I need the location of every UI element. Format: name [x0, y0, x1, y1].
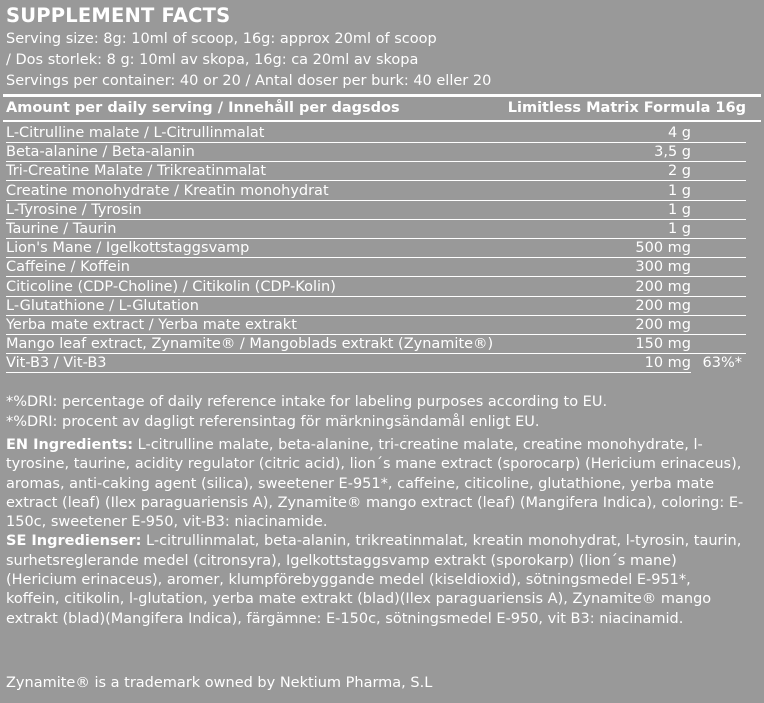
fact-amount: 1 g [667, 182, 691, 199]
fact-underline-tail [691, 238, 746, 239]
fact-leader-line [130, 276, 635, 277]
fact-underline-tail [691, 315, 746, 316]
dri-note-se: *%DRI: procent av dagligt referensintag för märkningsändamål enligt EU. [6, 414, 540, 430]
fact-row [6, 298, 746, 317]
fact-amount: 150 mg [635, 336, 691, 353]
fact-leader-line [116, 238, 668, 239]
fact-leader-line [107, 372, 645, 373]
fact-leader-line [336, 296, 636, 297]
fact-amount: 2 g [667, 163, 691, 180]
fact-amount: 500 mg [635, 240, 691, 257]
fact-row [6, 144, 746, 163]
fact-underline-tail [691, 276, 746, 277]
fact-name: Citicoline (CDP-Choline) / Citikolin (CDP-Kolin) [6, 278, 336, 295]
fact-row [6, 355, 746, 374]
fact-row [6, 317, 746, 336]
facts-table [6, 125, 746, 374]
ingredients-section [6, 436, 746, 629]
ingredients-en-label: EN Ingredients: [6, 437, 134, 453]
fact-underline-tail [691, 180, 746, 181]
fact-row [6, 202, 746, 221]
serving-size-line: Serving size: 8g: 10ml of scoop, 16g: approx 20ml of scoop [6, 31, 437, 47]
header-top-rule [3, 94, 761, 97]
fact-name: Tri-Creatine Malate / Trikreatinmalat [6, 163, 267, 180]
fact-amount: 1 g [667, 201, 691, 218]
fact-name: Vit-B3 / Vit-B3 [6, 355, 107, 372]
fact-name: Mango leaf extract, Zynamite® / Mangoblads extrakt (Zynamite®) [6, 336, 494, 353]
table-header [6, 98, 746, 118]
page-title: SUPPLEMENT FACTS [6, 4, 231, 27]
fact-amount: 3,5 g [654, 144, 691, 161]
fact-row [6, 221, 746, 240]
fact-name: Creatine monohydrate / Kreatin monohydrat [6, 182, 329, 199]
dri-notes [6, 392, 607, 432]
fact-name: Taurine / Taurin [6, 220, 117, 237]
fact-amount: 10 mg [644, 355, 691, 372]
ingredients-en [6, 436, 746, 532]
fact-row [6, 279, 746, 298]
fact-amount: 4 g [667, 125, 691, 141]
fact-row [6, 336, 746, 355]
fact-amount: 1 g [667, 220, 691, 237]
fact-underline-tail [691, 200, 746, 201]
fact-name: Caffeine / Koffein [6, 259, 130, 276]
fact-row [6, 259, 746, 278]
ingredients-se-text: L-citrullinmalat, beta-alanin, trikreatinmalat, kreatin monohydrat, l-tyrosin, taurin, surhetsreglerande medel (citronsyra), Igelkottstaggsvamp extrakt (sporokarp) (lion´s mane) (Hericium erinaceus), aromer, klumpförebyggande medel (kiseldioxid), sötningsmedel E-951*, koffein, citikolin, l-glutation, yerba mate extrakt (blad)(Ilex paraguariensis A), Zynamite® mango extrakt (blad)(Mangifera Indica), färgämne: E-150c, sötningsmedel E-950, vit B3: niacinamid. [6, 533, 742, 627]
fact-name: L-Tyrosine / Tyrosin [6, 201, 142, 218]
amount-header: Amount per daily serving / Innehåll per dagsdos [6, 100, 400, 116]
fact-row [6, 183, 746, 202]
fact-row [6, 240, 746, 259]
ingredients-se-label: SE Ingredienser: [6, 533, 142, 550]
fact-underline-tail [691, 334, 746, 335]
trademark-note: Zynamite® is a trademark owned by Nektium Pharma, S.L [6, 675, 433, 691]
fact-underline-tail [691, 161, 746, 162]
serving-size-line-se: / Dos storlek: 8 g: 10ml av skopa, 16g: ca 20ml av skopa [6, 52, 419, 68]
fact-underline-tail [691, 296, 746, 297]
fact-row [6, 163, 746, 182]
fact-amount: 300 mg [635, 259, 691, 276]
formula-header: Limitless Matrix Formula 16g [507, 100, 746, 116]
fact-leader-line [199, 315, 635, 316]
serving-info [6, 29, 491, 92]
fact-leader-line [195, 161, 654, 162]
fact-leader-line [493, 353, 635, 354]
fact-name: Lion's Mane / Igelkottstaggsvamp [6, 240, 250, 257]
fact-name: Beta-alanine / Beta-alanin [6, 144, 195, 161]
fact-leader-line [297, 334, 635, 335]
fact-dri: 63%* [702, 355, 742, 372]
fact-amount: 200 mg [635, 278, 691, 295]
fact-underline-tail [691, 353, 746, 354]
fact-leader-line [264, 142, 668, 143]
fact-name: Yerba mate extract / Yerba mate extrakt [6, 316, 297, 333]
fact-leader-line [329, 200, 668, 201]
header-bottom-rule [3, 120, 761, 122]
fact-name: L-Glutathione / L-Glutation [6, 297, 199, 314]
fact-amount: 200 mg [635, 316, 691, 333]
fact-name: L-Citrulline malate / L-Citrullinmalat [6, 125, 265, 141]
dri-note-en: *%DRI: percentage of daily reference intake for labeling purposes according to EU. [6, 394, 608, 410]
fact-row [6, 125, 746, 144]
fact-underline-tail [691, 142, 746, 143]
fact-leader-line [142, 219, 668, 220]
fact-leader-line [266, 180, 668, 181]
fact-leader-line [249, 257, 635, 258]
fact-underline-tail [691, 219, 746, 220]
servings-per-container: Servings per container: 40 or 20 / Antal doser per burk: 40 eller 20 [6, 73, 492, 89]
ingredients-se [6, 532, 746, 628]
fact-amount: 200 mg [635, 297, 691, 314]
fact-underline-tail [691, 257, 746, 258]
ingredients-en-text: L-citrulline malate, beta-alanine, tri-creatine malate, creatine monohydrate, l-tyrosine, taurine, acidity regulator (citric acid), lion´s mane extract (sporocarp) (Hericium erinaceus), aromas, anti-caking agent (silica), sweetener E-951*, caffeine, citicoline, glutathione, yerba mate extract (leaf) (Ilex paraguariensis A), Zynamite® mango extract (leaf) (Mangifera Indica), coloring: E-150c, sweetener E-950, vit-B3: niacinamide. [6, 437, 744, 531]
